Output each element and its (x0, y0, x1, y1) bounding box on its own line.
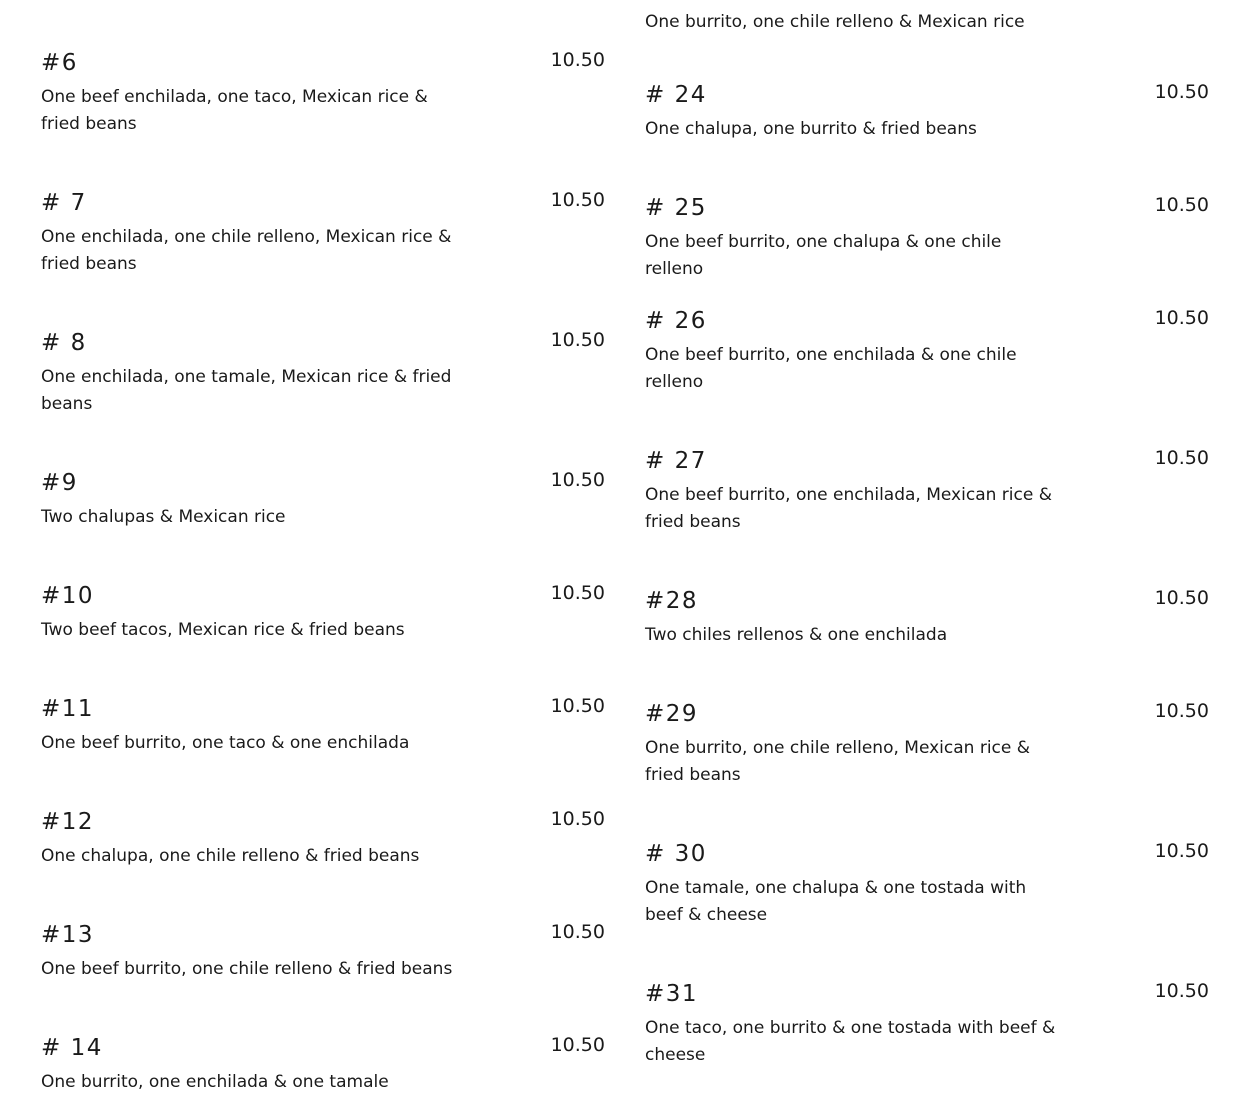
item-number: #12 (41, 809, 95, 835)
item-price: 10.50 (550, 49, 605, 71)
item-number: #10 (41, 583, 95, 609)
item-description: One chalupa, one chile relleno & fried beans (41, 846, 420, 866)
item-description: One beef burrito, one chalupa & one chile relleno (645, 232, 1002, 279)
item-description: One beef enchilada, one taco, Mexican rice & fried beans (41, 87, 428, 134)
item-number: # 14 (41, 1035, 103, 1061)
item-description: One beef burrito, one enchilada & one chile relleno (645, 345, 1017, 392)
item-number: # 8 (41, 330, 87, 356)
item-number: #28 (645, 588, 699, 614)
item-price: 10.50 (1154, 81, 1209, 103)
item-description: One chalupa, one burrito & fried beans (645, 119, 977, 139)
item-price: 10.50 (1154, 194, 1209, 216)
item-price: 10.50 (1154, 307, 1209, 329)
item-number: #31 (645, 981, 699, 1007)
item-price: 10.50 (550, 808, 605, 830)
item-description: One beef burrito, one chile relleno & fried beans (41, 959, 453, 979)
item-number: # 26 (645, 308, 707, 334)
item-price: 10.50 (1154, 700, 1209, 722)
item-number: #13 (41, 922, 95, 948)
item-number: # 7 (41, 190, 87, 216)
item-description: One beef burrito, one taco & one enchilada (41, 733, 410, 753)
item-price: 10.50 (550, 921, 605, 943)
item-description: One enchilada, one chile relleno, Mexican rice & fried beans (41, 227, 452, 274)
item-description: One taco, one burrito & one tostada with beef & cheese (645, 1018, 1056, 1065)
item-description: One burrito, one chile relleno, Mexican rice & fried beans (645, 738, 1031, 785)
item-number: #29 (645, 701, 699, 727)
item-price: 10.50 (550, 329, 605, 351)
item-price: 10.50 (550, 469, 605, 491)
item-number: #9 (41, 470, 78, 496)
item-description: One beef burrito, one enchilada, Mexican rice & fried beans (645, 485, 1052, 532)
item-number: #11 (41, 696, 95, 722)
item-price: 10.50 (1154, 840, 1209, 862)
item-number: #6 (41, 50, 78, 76)
item-description: Two chalupas & Mexican rice (41, 507, 286, 527)
item-price: 10.50 (550, 695, 605, 717)
item-description: One burrito, one chile relleno & Mexican rice (645, 12, 1025, 32)
item-number: # 27 (645, 448, 707, 474)
item-price: 10.50 (550, 582, 605, 604)
item-number: # 25 (645, 195, 707, 221)
item-price: 10.50 (1154, 447, 1209, 469)
item-price: 10.50 (550, 1034, 605, 1056)
item-description: Two beef tacos, Mexican rice & fried beans (41, 620, 405, 640)
item-description: One tamale, one chalupa & one tostada with beef & cheese (645, 878, 1027, 925)
item-price: 10.50 (550, 189, 605, 211)
item-number: # 24 (645, 82, 707, 108)
item-description: One burrito, one enchilada & one tamale (41, 1072, 389, 1092)
item-description: One enchilada, one tamale, Mexican rice & fried beans (41, 367, 452, 414)
item-price: 10.50 (1154, 980, 1209, 1002)
item-number: # 30 (645, 841, 707, 867)
item-price: 10.50 (1154, 587, 1209, 609)
item-description: Two chiles rellenos & one enchilada (645, 625, 948, 645)
